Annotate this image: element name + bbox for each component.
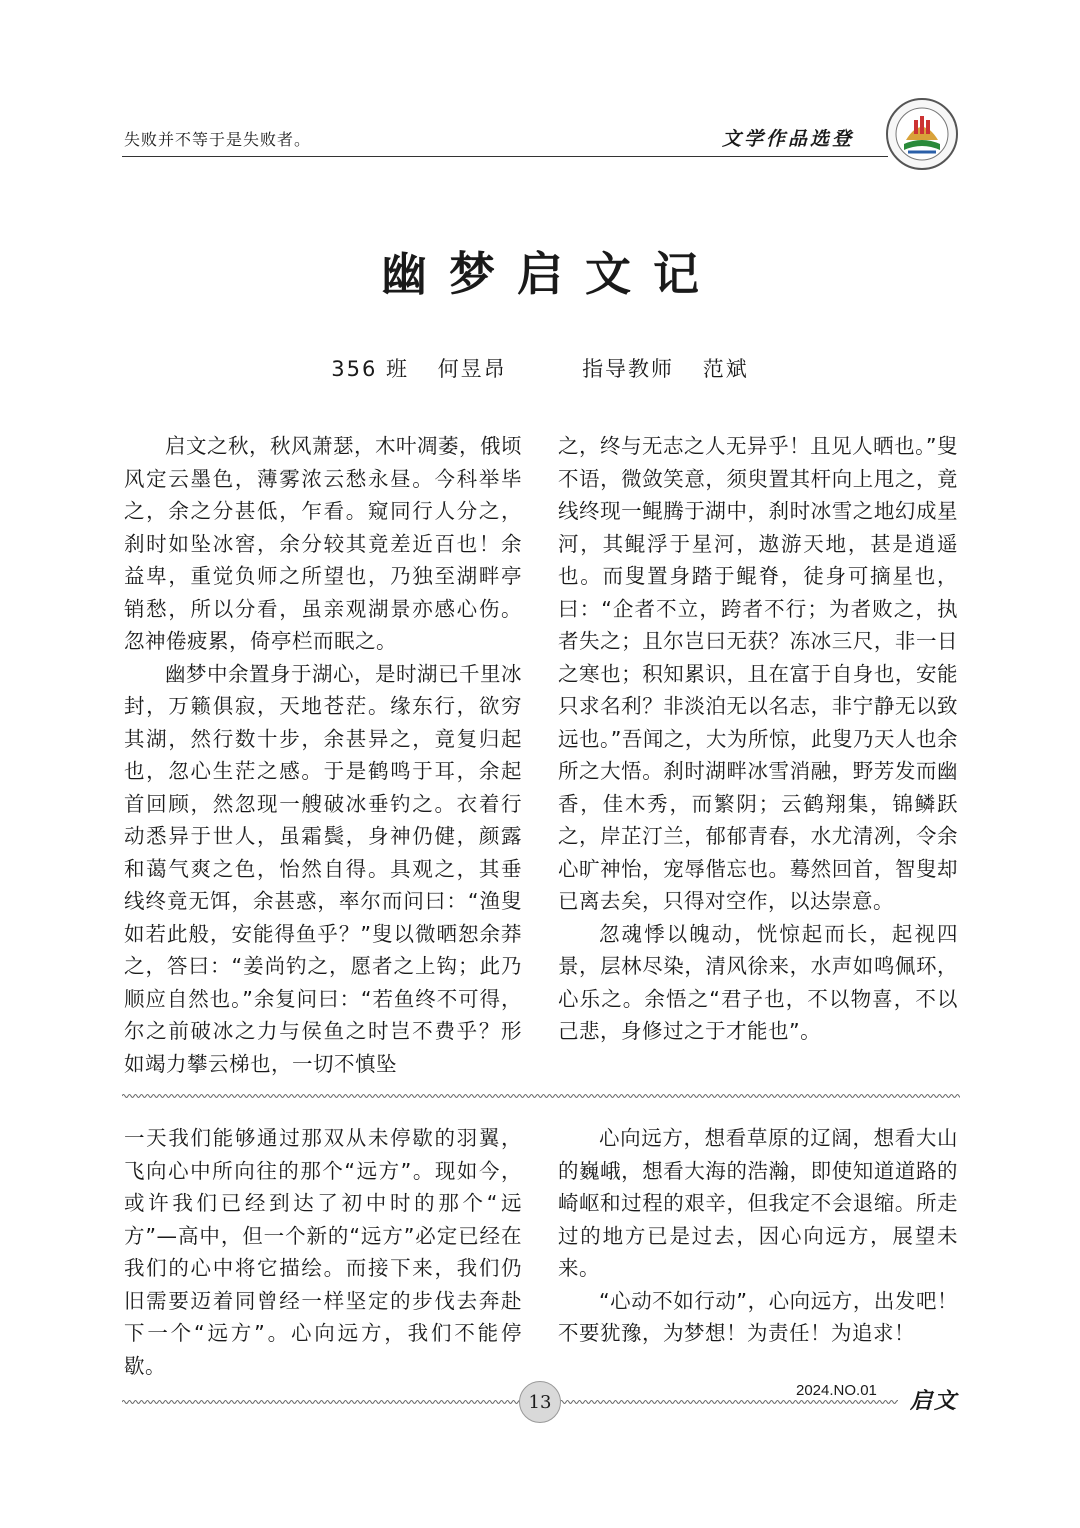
paragraph: 之，终与无志之人无异乎！且见人晒也。”叟不语，微敛笑意，须臾置其杆向上甩之，竟线终现一鲲腾于湖中，刹时冰雪之地幻成星河，其鲲浮于星河，遨游天地，甚是逍遥也。而叟置身踏于鲲脊，徒身可摘星也，曰：“企者不立，跨者不行；为者败之，执者失之；且尔岂曰无获？冻冰三尺，非一日之寒也；积知累识，且在富于自身也，安能只求名利？非淡泊无以名志，非宁静无以致远也。”吾闻之，大为所惊，此叟乃天人也余所之大悟。刹时湖畔冰雪消融，野芳发而幽香，佳木秀，而繁阴；云鹤翔集，锦鳞跃之，岸芷汀兰，郁郁青春，水尤清冽，令余心旷神怡，宠辱偕忘也。蓦然回首，智叟却已离去矣，只得对空作，以达崇意。 <box>558 434 958 913</box>
paragraph: 启文之秋，秋风萧瑟，木叶凋萎，俄顷风定云墨色，薄雾浓云愁永昼。今科举毕之，余之分甚低，乍看。窥同行人分之，刹时如坠冰窖，余分较其竟差近百也！余益卑，重觉负师之所望也，乃独至湖畔亭销愁，所以分看，虽亲观湖景亦感心伤。忽神倦疲累，倚亭栏而眠之。 <box>124 434 522 653</box>
section-divider <box>122 1092 960 1100</box>
article-column-right <box>558 430 958 1048</box>
page-number: 13 <box>519 1381 561 1423</box>
article-column-left <box>124 430 522 1080</box>
header-divider <box>122 156 888 157</box>
teacher-name: 范斌 <box>702 357 749 381</box>
magazine-name: 启文 <box>910 1389 959 1414</box>
continued-column-left <box>124 1122 522 1382</box>
continued-column-right <box>558 1122 958 1350</box>
paragraph: 幽梦中余置身于湖心，是时湖已千里冰封，万籁俱寂，天地苍茫。缘东行，欲穷其湖，然行数十步，余甚异之，竟复归起也，忽心生茫之感。于是鹤鸣于耳，余起首回顾，然忽现一艘破冰垂钓之。衣着行动悉异于世人，虽霜鬓，身神仍健，颜露和蔼气爽之色，怡然自得。具观之，其垂线终竟无饵，余甚惑，率尔而问曰：“渔叟如若此般，安能得鱼乎？”叟以微晒恕余莽之，答曰：“姜尚钓之，愿者之上钩；此乃顺应自然也。”余复问曰：“若鱼终不可得，尔之前破冰之力与侯鱼之时岂不费乎？形如竭力攀云梯也，一切不慎坠 <box>124 661 522 1076</box>
paragraph: “心动不如行动”，心向远方，出发吧！不要犹豫，为梦想！为责任！为追求！ <box>558 1288 958 1345</box>
paragraph: 心向远方，想看草原的辽阔，想看大山的巍峨，想看大海的浩瀚，即使知道道路的崎岖和过程的艰辛，但我定不会退缩。所走过的地方已是过去，因心向远方，展望未来。 <box>558 1126 958 1280</box>
paragraph: 忽魂悸以魄动，恍惊起而长，起视四景，层林尽染，清风徐来，水声如鸣佩环，心乐之。余悟之“君子也，不以物喜，不以己悲，身修过之于才能也”。 <box>558 921 958 1043</box>
author-name: 何昱昂 <box>437 357 507 381</box>
school-logo-icon <box>884 96 960 172</box>
header-motto: 失败并不等于是失败者。 <box>124 130 312 149</box>
issue-number: 2024.NO.01 <box>796 1382 877 1399</box>
teacher-label: 指导教师 <box>582 357 675 381</box>
section-label: 文学作品选登 <box>722 128 855 150</box>
class-name: 356 班 <box>331 357 409 381</box>
paragraph: 一天我们能够通过那双从未停歇的羽翼，飞向心中所向往的那个“远方”。现如今，或许我们已经到达了初中时的那个“远方”—高中，但一个新的“远方”必定已经在我们的心中将它描绘。而接下来，我们仍旧需要迈着同曾经一样坚定的步伐去奔赴下一个“远方”。心向远方，我们不能停歇。 <box>124 1126 522 1378</box>
byline <box>0 353 1080 383</box>
article-title: 幽梦启文记 <box>381 247 721 301</box>
footer-divider <box>122 1398 898 1406</box>
